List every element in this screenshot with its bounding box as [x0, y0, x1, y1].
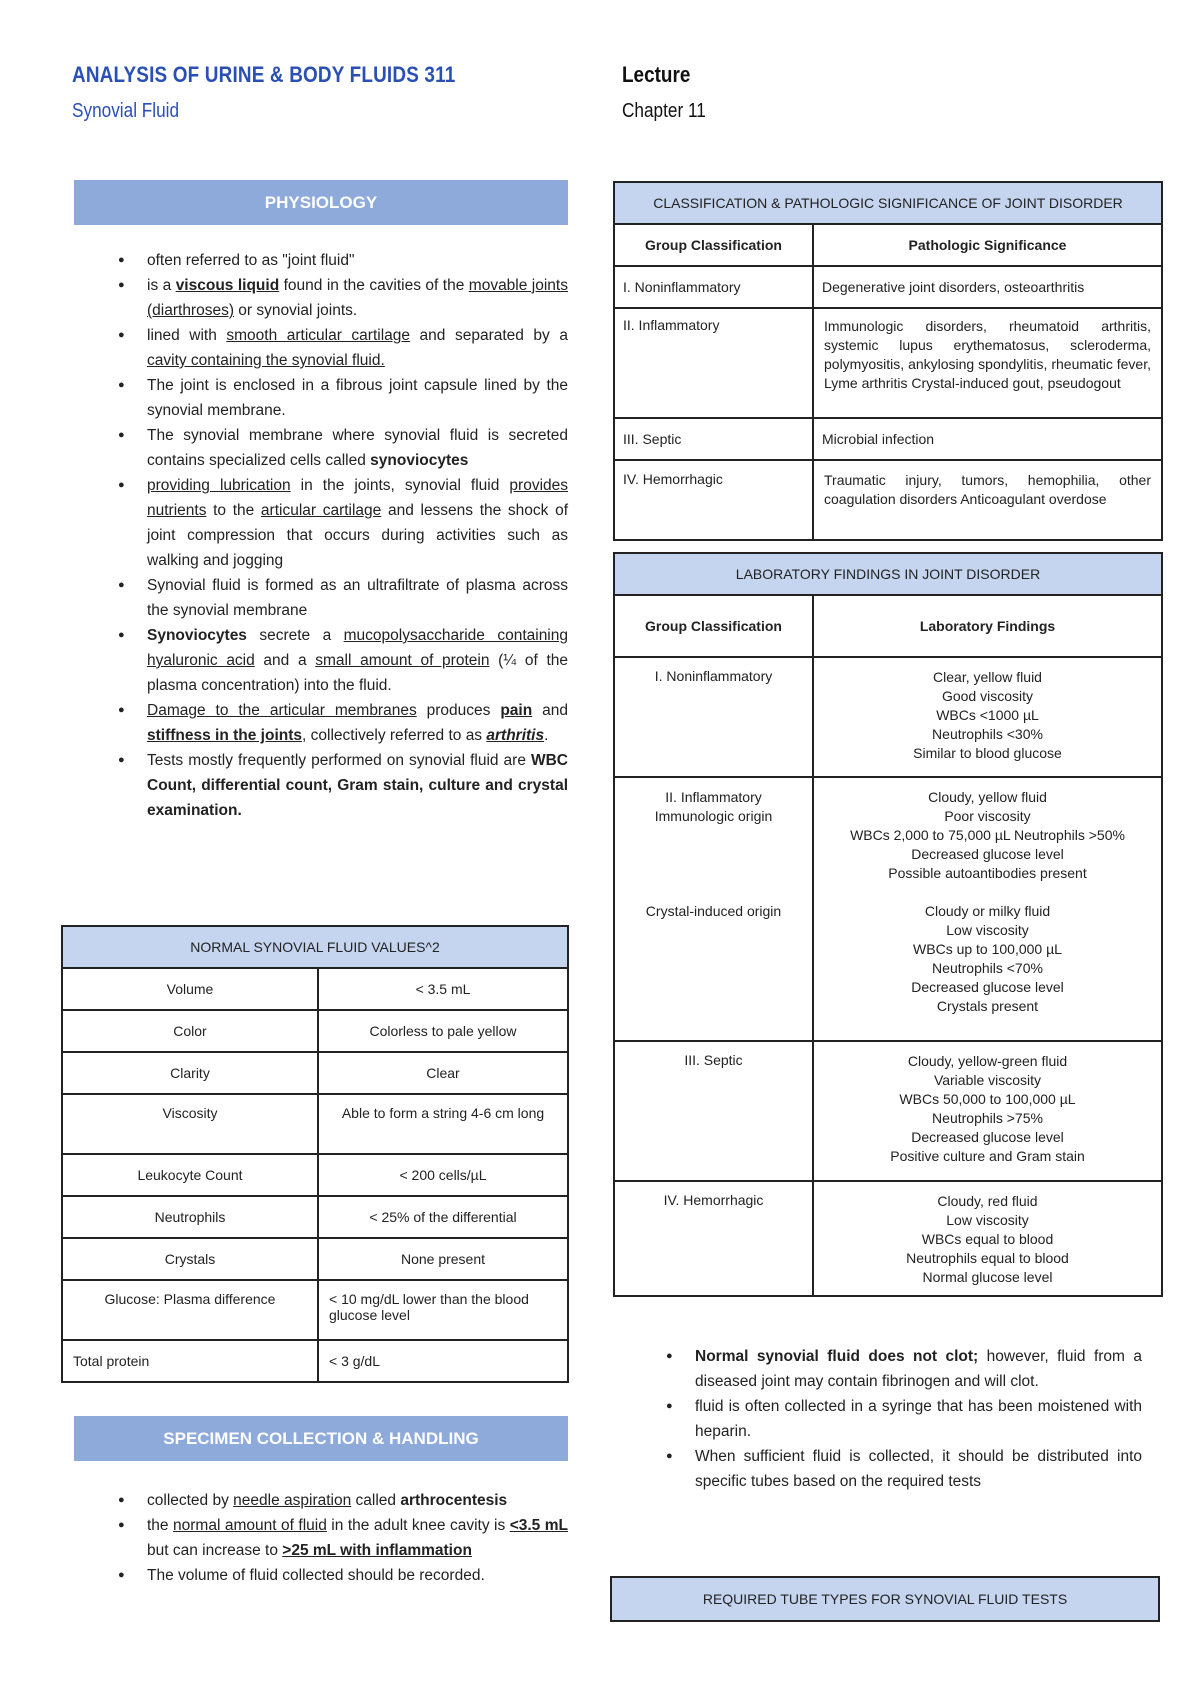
table-title: NORMAL SYNOVIAL FLUID VALUES^2 — [62, 926, 568, 968]
table-row: Color Colorless to pale yellow — [62, 1010, 568, 1052]
table-row: Total protein < 3 g/dL — [62, 1340, 568, 1382]
table-row: Volume < 3.5 mL — [62, 968, 568, 1010]
tubes-title: REQUIRED TUBE TYPES FOR SYNOVIAL FLUID TESTS — [702, 1591, 1068, 1607]
list-item: ● the normal amount of fluid in the adult knee cavity is <3.5 mL but can increase to >25 mL with inflammation — [74, 1513, 568, 1563]
specimen-list — [74, 1488, 568, 1588]
table-row: IV. Hemorrhagic Traumatic injury, tumors, hemophilia, other coagulation disorders Anticoagulant overdose — [614, 460, 1162, 540]
physiology-banner — [74, 180, 568, 225]
table-row: II. Inflammatory Immunologic disorders, rheumatoid arthritis, systemic lupus erythematosus, scleroderma, polymyositis, ankylosing spondylitis, rheumatic fever, Lyme arthritis Crystal-induced gout, pseudogout — [614, 308, 1162, 418]
table-row: Glucose: Plasma difference < 10 mg/dL lower than the blood glucose level — [62, 1280, 568, 1340]
list-item: ● Tests mostly frequently performed on synovial fluid are WBC Count, differential count, Gram stain, culture and crystal examination. — [74, 748, 568, 823]
list-item: ● is a viscous liquid found in the cavities of the movable joints (diarthroses) or synovial joints. — [74, 273, 568, 323]
list-item: ● The volume of fluid collected should be recorded. — [74, 1563, 568, 1588]
clotting-list — [622, 1344, 1142, 1494]
physiology-title: PHYSIOLOGY — [264, 193, 378, 212]
physiology-list — [74, 248, 568, 823]
normal-values-table — [61, 925, 569, 1383]
table-row: Neutrophils < 25% of the differential — [62, 1196, 568, 1238]
table-row: III. Septic Microbial infection — [614, 418, 1162, 460]
list-item: ● Synovial fluid is formed as an ultrafiltrate of plasma across the synovial membrane — [74, 573, 568, 623]
list-item: ● often referred to as "joint fluid" — [74, 248, 568, 273]
course-title: ANALYSIS OF URINE & BODY FLUIDS 311 — [72, 62, 456, 87]
table-row: IV. Hemorrhagic Cloudy, red fluid Low viscosity WBCs equal to blood Neutrophils equal to blood Normal glucose level — [614, 1181, 1162, 1296]
list-item: ● Synoviocytes secrete a mucopolysaccharide containing hyaluronic acid and a small amount of protein (¼ of the plasma concentration) into the fluid. — [74, 623, 568, 698]
list-item: ● The joint is enclosed in a fibrous joint capsule lined by the synovial membrane. — [74, 373, 568, 423]
list-item: ● Normal synovial fluid does not clot; however, fluid from a diseased joint may contain fibrinogen and will clot. — [622, 1344, 1142, 1394]
table-row: Leukocyte Count < 200 cells/µL — [62, 1154, 568, 1196]
list-item: ● fluid is often collected in a syringe that has been moistened with heparin. — [622, 1394, 1142, 1444]
table-title: CLASSIFICATION & PATHOLOGIC SIGNIFICANCE OF JOINT DISORDER — [614, 182, 1162, 224]
topic-subtitle: Synovial Fluid — [72, 100, 180, 122]
table-row: Viscosity Able to form a string 4-6 cm long — [62, 1094, 568, 1154]
table-header-row: Group Classification Laboratory Findings — [614, 595, 1162, 657]
specimen-title: SPECIMEN COLLECTION & HANDLING — [163, 1429, 479, 1448]
list-item: ● The synovial membrane where synovial fluid is secreted contains specialized cells called synoviocytes — [74, 423, 568, 473]
list-item: ● Damage to the articular membranes produces pain and stiffness in the joints, collectively referred to as arthritis. — [74, 698, 568, 748]
classification-table — [613, 181, 1163, 541]
tubes-table-header — [610, 1576, 1160, 1622]
table-row: II. Inflammatory Immunologic origin Crystal-induced origin Cloudy, yellow fluid Poor viscosity WBCs 2,000 to 75,000 µL Neutrophils >50% Decreased glucose level Possible autoantibodies present Cloudy or milky fluid Low viscosity WBCs up to 100,000 µL Neutrophils <70% Decreased glucose level Crystals present — [614, 777, 1162, 1041]
table-row: Clarity Clear — [62, 1052, 568, 1094]
list-item: ● When sufficient fluid is collected, it should be distributed into specific tubes based on the required tests — [622, 1444, 1142, 1494]
list-item: ● providing lubrication in the joints, synovial fluid provides nutrients to the articular cartilage and lessens the shock of joint compression that occurs during activities such as walking and jogging — [74, 473, 568, 573]
list-item: ● lined with smooth articular cartilage and separated by a cavity containing the synovial fluid. — [74, 323, 568, 373]
table-row: I. Noninflammatory Clear, yellow fluid Good viscosity WBCs <1000 µL Neutrophils <30% Similar to blood glucose — [614, 657, 1162, 777]
table-row: III. Septic Cloudy, yellow-green fluid Variable viscosity WBCs 50,000 to 100,000 µL Neutrophils >75% Decreased glucose level Positive culture and Gram stain — [614, 1041, 1162, 1181]
document-type: Lecture — [622, 62, 691, 87]
lab-findings-table — [613, 552, 1163, 1297]
table-row: I. Noninflammatory Degenerative joint disorders, osteoarthritis — [614, 266, 1162, 308]
list-item: ● collected by needle aspiration called arthrocentesis — [74, 1488, 568, 1513]
table-title: LABORATORY FINDINGS IN JOINT DISORDER — [614, 553, 1162, 595]
table-header-row: Group Classification Pathologic Significance — [614, 224, 1162, 266]
specimen-banner — [74, 1416, 568, 1461]
chapter-label: Chapter 11 — [622, 100, 706, 122]
table-row: Crystals None present — [62, 1238, 568, 1280]
